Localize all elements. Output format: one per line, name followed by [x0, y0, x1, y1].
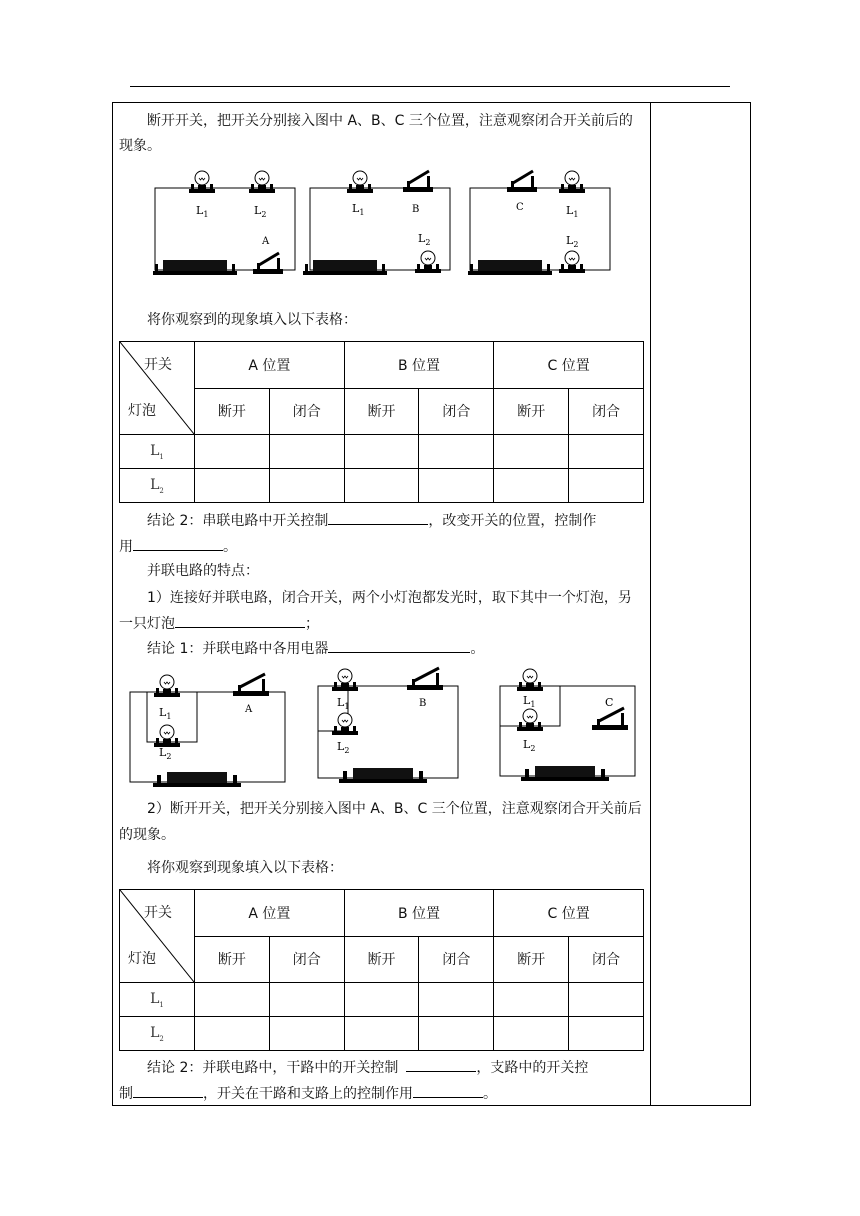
table1-corner-cell — [120, 342, 195, 435]
answer-blank[interactable] — [133, 1083, 203, 1098]
table2-corner-cell — [120, 890, 195, 983]
svg-text:L1: $L_1$ — [352, 202, 365, 217]
item2-line1: 2）断开开关，把开关分别接入图中 A、B、C 三个位置，注意观察闭合开关前后 — [147, 801, 642, 817]
svg-text:L2: $L_2$ — [418, 232, 431, 247]
observation-table-series — [119, 341, 644, 503]
para1-line2: 现象。 — [119, 138, 161, 154]
svg-text:L1: $L_1$ — [337, 696, 350, 711]
conclusion-parallel-1: 结论 1：并联电路中各用电器 。 — [147, 638, 484, 659]
table2-state: 闭合 — [419, 936, 494, 983]
final-conclusion-line1: 结论 2：并联电路中，干路中的开关控制 ，支路中的开关控 — [147, 1057, 588, 1078]
item1-line1: 1）连接好并联电路，闭合开关，两个小灯泡都发光时，取下其中一个灯泡，另 — [147, 590, 632, 606]
svg-text:L2: $L_2$ — [159, 746, 172, 761]
column-divider — [650, 102, 651, 1106]
table2-corner-bottom: 灯泡 — [128, 951, 156, 967]
table1-row-l1: $L_1$ — [120, 435, 644, 469]
series-fig-c — [468, 171, 610, 275]
table2-state: 断开 — [344, 936, 419, 983]
parallel-circuit-figures — [125, 662, 650, 794]
conclusion-series-line1: 结论 2：串联电路中开关控制 ，改变开关的位置，控制作 — [147, 510, 596, 531]
table1-pos-a: A 位置 — [195, 342, 345, 389]
table1-state: 闭合 — [419, 388, 494, 435]
series-fig-b — [303, 171, 450, 275]
table1-state: 断开 — [494, 388, 569, 435]
svg-text:L2: $L_2$ — [337, 740, 350, 755]
table2-pos-c: C 位置 — [494, 890, 644, 937]
answer-blank[interactable] — [133, 536, 223, 551]
series-fig-a — [153, 171, 295, 275]
table1-corner-top: 开关 — [144, 357, 172, 373]
table2-pos-b: B 位置 — [344, 890, 494, 937]
fill-prompt-1: 将你观察到的现象填入以下表格： — [147, 312, 357, 328]
svg-text:B: B — [412, 204, 420, 215]
answer-blank[interactable] — [328, 638, 470, 653]
svg-text:L1: $L_1$ — [159, 706, 172, 721]
answer-blank[interactable] — [413, 1083, 483, 1098]
table2-pos-a: A 位置 — [195, 890, 345, 937]
conclusion-series-line2: 用 。 — [119, 536, 237, 557]
svg-text:C: C — [605, 696, 614, 709]
parallel-fig-a — [130, 674, 285, 787]
answer-blank[interactable] — [328, 510, 428, 525]
observation-table-parallel — [119, 889, 644, 1051]
answer-blank[interactable] — [406, 1057, 476, 1072]
header-rule — [130, 86, 730, 87]
table2-corner-top: 开关 — [144, 905, 172, 921]
svg-text:A: A — [262, 236, 270, 247]
parallel-fig-c — [500, 669, 635, 781]
table1-state: 断开 — [195, 388, 270, 435]
svg-text:L2: $L_2$ — [566, 234, 579, 249]
table2-state: 闭合 — [569, 936, 644, 983]
item1-line2: 一只灯泡 ； — [119, 613, 319, 634]
table2-state: 断开 — [494, 936, 569, 983]
svg-text:B: B — [419, 698, 427, 709]
final-conclusion-line2: 制 ，开关在干路和支路上的控制作用 。 — [119, 1083, 497, 1104]
svg-text:L2: $L_2$ — [523, 738, 536, 753]
table1-corner-bottom: 灯泡 — [128, 403, 156, 419]
para1-line1: 断开开关，把开关分别接入图中 A、B、C 三个位置，注意观察闭合开关前后的 — [147, 113, 633, 129]
table1-state: 断开 — [344, 388, 419, 435]
svg-text:L1: $L_1$ — [523, 694, 536, 709]
svg-text:L1: $L_1$ — [566, 204, 579, 219]
parallel-fig-b — [318, 668, 458, 783]
svg-text:L1: $L_1$ — [196, 204, 209, 219]
table1-state: 闭合 — [569, 388, 644, 435]
series-circuit-figures — [150, 166, 630, 290]
svg-text:L2: $L_2$ — [254, 204, 267, 219]
fill-prompt-2: 将你观察到现象填入以下表格： — [147, 860, 343, 876]
table1-pos-b: B 位置 — [344, 342, 494, 389]
table1-state: 闭合 — [269, 388, 344, 435]
table2-row-l1: $L_1$ — [120, 983, 644, 1017]
table2-row-l2: $L_2$ — [120, 1017, 644, 1051]
svg-text:A: A — [245, 704, 253, 715]
table1-pos-c: C 位置 — [494, 342, 644, 389]
parallel-title: 并联电路的特点： — [147, 563, 259, 579]
table1-row-l2: $L_2$ — [120, 469, 644, 503]
table2-state: 闭合 — [269, 936, 344, 983]
table2-state: 断开 — [195, 936, 270, 983]
answer-blank[interactable] — [175, 613, 305, 628]
svg-text:C: C — [516, 202, 524, 213]
item2-line2: 的现象。 — [119, 827, 175, 843]
